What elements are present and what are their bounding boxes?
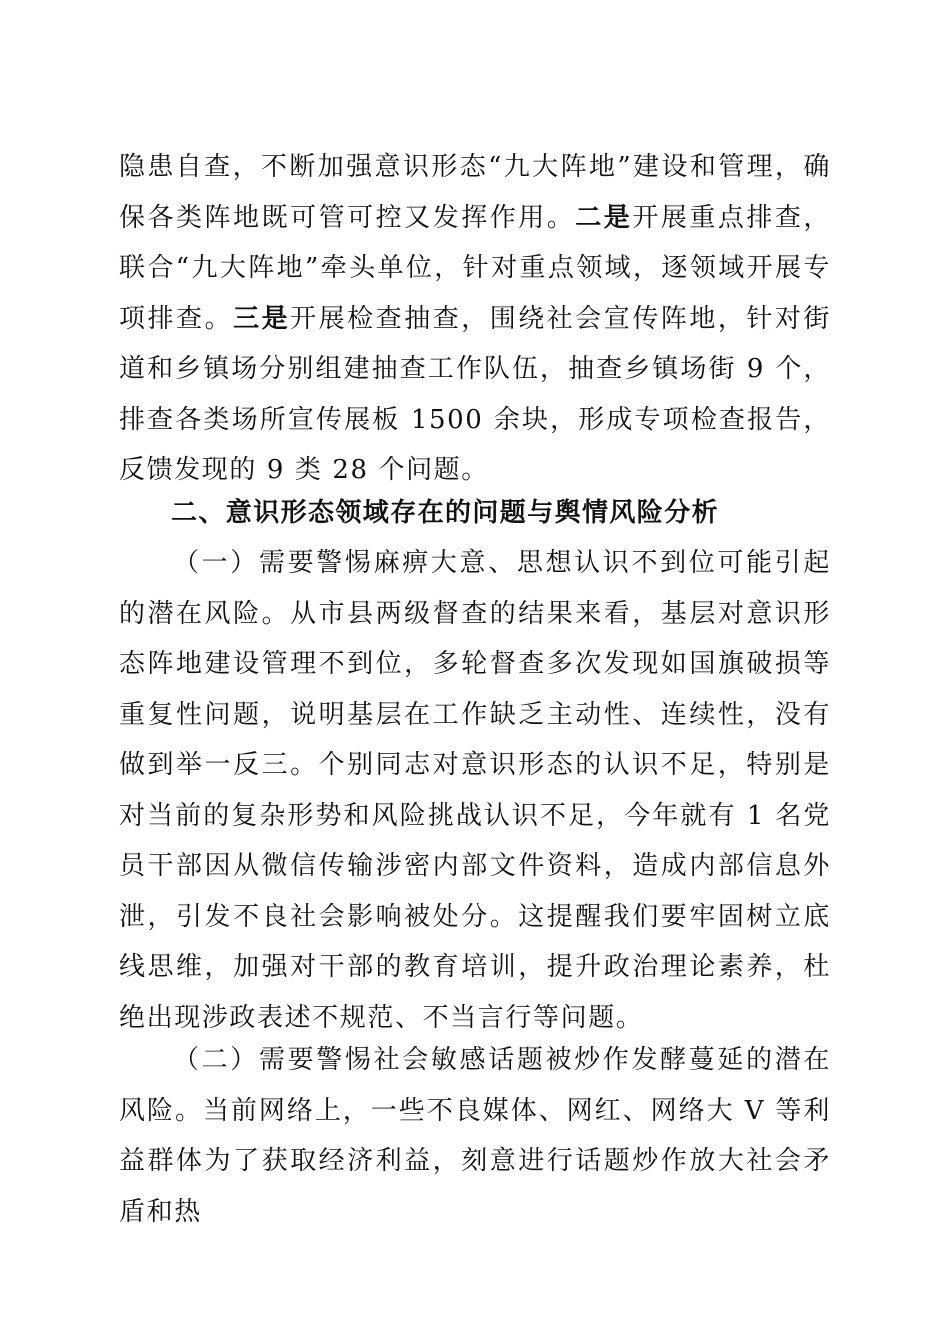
paragraph-risk-two: （二）需要警惕社会敏感话题被炒作发酵蔓延的潜在风险。当前网络上，一些不良媒体、网红、网络大 V 等利益群体为了获取经济利益，刻意进行话题炒作放大社会矛盾和热: [119, 1045, 831, 1227]
paragraph-measures-text-2: 开展重点排查，联合“九大阵地”牵头单位，针对重点领域，逐领域开展专项排查。: [119, 202, 832, 334]
section-heading: 二、意识形态领域存在的问题与舆情风险分析: [171, 498, 720, 528]
paragraph-risk-one: （一）需要警惕麻痹大意、思想认识不到位可能引起的潜在风险。从市县两级督查的结果来看，基层对意识形态阵地建设管理不到位，多轮督查多次发现如国旗破损等重复性问题，说明基层在工作缺乏主动性、连续性，没有做到举一反三。个别同志对意识形态的认识不足，特别是对当前的复杂形势和风险挑战认识不足，今年就有 1 名党员干部因从微信传输涉密内部文件资料，造成内部信息外泄，引发不良社会影响被处分。这提醒我们要牢固树立底线思维，加强对干部的教育培训，提升政治理论素养，杜绝出现涉政表述不规范、不当言行等问题。: [119, 548, 831, 1033]
ordinal-second-label: 二是: [575, 202, 633, 233]
paragraph-measures: [119, 142, 831, 496]
paragraph-measures-text-3: 开展检查抽查，围绕社会宣传阵地，针对街道和乡镇场分别组建抽查工作队伍，抽查乡镇场街 9 个，排查各类场所宣传展板 1500 余块，形成专项检查报告，反馈发现的 9 类 28 个问题。: [119, 303, 832, 485]
paragraph-measures-text-1: 隐患自查，不断加强意识形态“九大阵地”建设和管理，确保各类阵地既可管可控又发挥作用。: [119, 152, 831, 233]
ordinal-third-label: 三是: [233, 303, 291, 334]
